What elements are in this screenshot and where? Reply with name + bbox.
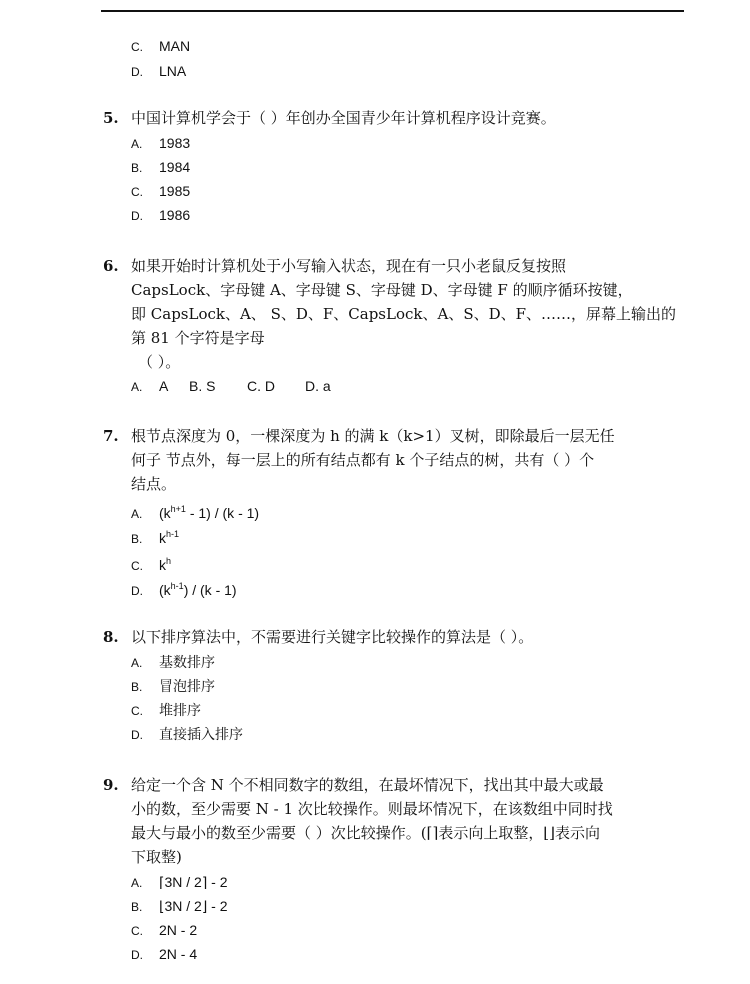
q5-text-line-1: 中国计算机学会于（ ）年创办全国青少年计算机程序设计竞赛。 bbox=[131, 109, 556, 127]
q4-option-c bbox=[131, 36, 190, 57]
option-text: 基数排序 bbox=[159, 654, 215, 670]
q9-text-line-4: 下取整) bbox=[131, 848, 182, 866]
option-text: A bbox=[159, 378, 169, 394]
q6-number: 6. bbox=[103, 257, 119, 275]
option-letter: D. bbox=[131, 728, 143, 742]
option-c: C. D bbox=[247, 378, 275, 394]
option-letter: A. bbox=[131, 137, 143, 151]
q6-text-line-2: CapsLock、字母键 A、字母键 S、字母键 D、字母键 F 的顺序循环按键， bbox=[131, 281, 633, 299]
option-letter: D. bbox=[131, 65, 143, 79]
option-text: 直接插入排序 bbox=[159, 726, 243, 742]
option-letter: D. bbox=[131, 948, 143, 962]
top-rule bbox=[101, 10, 684, 12]
q7-option-c bbox=[131, 551, 171, 576]
q8-option-b bbox=[131, 676, 215, 697]
q9-option-d bbox=[131, 944, 197, 965]
option-letter: B. bbox=[131, 161, 143, 175]
option-text: ⌈3N / 2⌉ - 2 bbox=[159, 874, 228, 890]
q7-option-a bbox=[131, 499, 259, 524]
q9-text-line-2: 小的数，至少需要 N - 1 次比较操作。则最坏情况下，在该数组中同时找 bbox=[131, 800, 613, 818]
q8-option-d bbox=[131, 724, 243, 745]
q6-options bbox=[131, 376, 331, 397]
q4-option-d bbox=[131, 61, 186, 82]
option-letter: A. bbox=[131, 380, 143, 394]
option-text: 堆排序 bbox=[159, 702, 201, 718]
option-base: k bbox=[159, 530, 166, 546]
q6-text-line-5: （ ）。 bbox=[138, 353, 181, 371]
option-base: (k bbox=[159, 505, 171, 521]
option-text: ⌊3N / 2⌋ - 2 bbox=[159, 898, 228, 914]
option-letter: D. bbox=[131, 584, 143, 598]
option-exponent: h+1 bbox=[170, 504, 186, 514]
option-exponent: h bbox=[166, 556, 172, 566]
q9-option-a bbox=[131, 872, 228, 893]
option-letter: C. bbox=[131, 40, 143, 54]
q8-option-a bbox=[131, 652, 215, 673]
option-letter: C. bbox=[131, 185, 143, 199]
option-text: MAN bbox=[159, 38, 191, 54]
option-text: LNA bbox=[159, 63, 187, 79]
q7-option-b bbox=[131, 524, 179, 549]
q5-option-d bbox=[131, 205, 190, 226]
option-rest: - 1) / (k - 1) bbox=[185, 505, 260, 521]
option-exponent: h-1 bbox=[170, 581, 184, 591]
q9-option-c bbox=[131, 920, 197, 941]
q9-text-line-3: 最大与最小的数至少需要（ ）次比较操作。(⌈⌉表示向上取整，⌊⌋表示向 bbox=[131, 824, 601, 842]
option-letter: A. bbox=[131, 507, 143, 521]
q9-option-b bbox=[131, 896, 228, 917]
q7-option-d bbox=[131, 576, 237, 601]
option-letter: A. bbox=[131, 656, 143, 670]
option-text: 1984 bbox=[159, 159, 191, 175]
option-base: k bbox=[159, 557, 166, 573]
option-letter: B. bbox=[131, 532, 143, 546]
q8-number: 8. bbox=[103, 628, 119, 646]
q7-text-line-2: 何子 节点外，每一层上的所有结点都有 k 个子结点的树，共有（ ）个 bbox=[131, 451, 595, 469]
option-text: 冒泡排序 bbox=[159, 678, 215, 694]
q9-number: 9. bbox=[103, 776, 119, 794]
q6-text-line-3: 即 CapsLock、A、 S、D、F、CapsLock、A、S、D、F、……，屏幕上输出的 bbox=[131, 305, 677, 323]
option-text: 2N - 4 bbox=[159, 946, 198, 962]
q8-option-c bbox=[131, 700, 201, 721]
option-d: D. a bbox=[305, 378, 331, 394]
q8-text-line-1: 以下排序算法中，不需要进行关键字比较操作的算法是（ ）。 bbox=[131, 628, 534, 646]
q5-option-b bbox=[131, 157, 190, 178]
q7-text-line-1: 根节点深度为 0，一棵深度为 h 的满 k（k>1）叉树，即除最后一层无任 bbox=[131, 427, 615, 445]
q6-text-line-1: 如果开始时计算机处于小写输入状态，现在有一只小老鼠反复按照 bbox=[131, 257, 567, 275]
option-rest: ) / (k - 1) bbox=[183, 582, 237, 598]
option-letter: C. bbox=[131, 704, 143, 718]
q7-text-line-3: 结点。 bbox=[131, 475, 177, 493]
option-exponent: h-1 bbox=[166, 529, 180, 539]
q9-text-line-1: 给定一个含 N 个不相同数字的数组，在最坏情况下，找出其中最大或最 bbox=[131, 776, 604, 794]
option-base: (k bbox=[159, 582, 171, 598]
option-text: 2N - 2 bbox=[159, 922, 198, 938]
option-letter: C. bbox=[131, 924, 143, 938]
option-letter: B. bbox=[131, 680, 143, 694]
option-text: 1986 bbox=[159, 207, 191, 223]
option-letter: B. bbox=[131, 900, 143, 914]
q5-number: 5. bbox=[103, 109, 119, 127]
q7-number: 7. bbox=[103, 427, 119, 445]
q5-option-c bbox=[131, 181, 190, 202]
option-letter: A. bbox=[131, 876, 143, 890]
q5-option-a bbox=[131, 133, 190, 154]
option-b: B. S bbox=[189, 378, 216, 394]
option-text: 1985 bbox=[159, 183, 191, 199]
option-text: 1983 bbox=[159, 135, 191, 151]
option-letter: C. bbox=[131, 559, 143, 573]
option-letter: D. bbox=[131, 209, 143, 223]
q6-text-line-4: 第 81 个字符是字母 bbox=[131, 329, 265, 347]
